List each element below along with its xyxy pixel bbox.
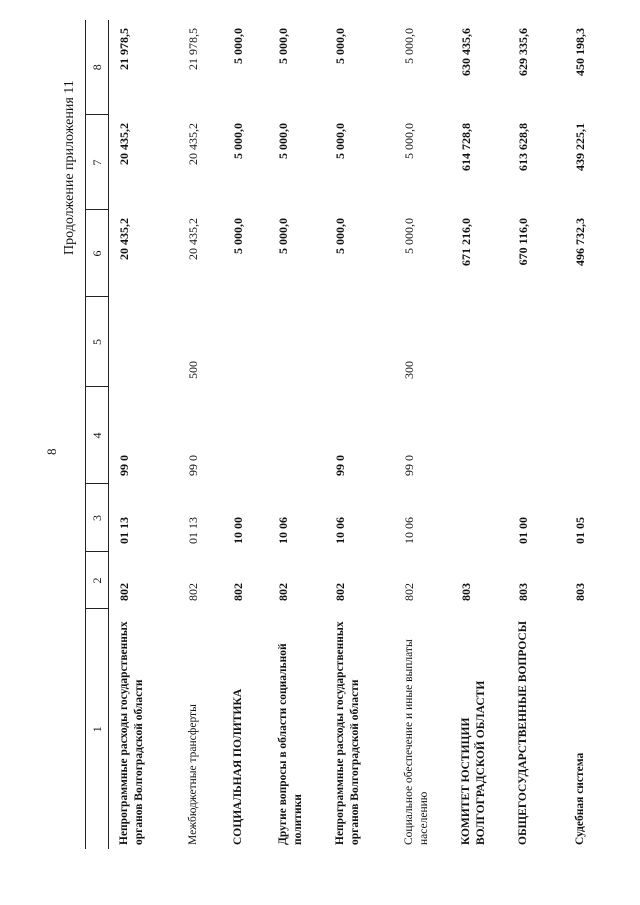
cell-c2: 802 <box>231 583 245 601</box>
cell-c7: 439 225,1 <box>573 123 587 171</box>
cell-c7: 5 000,0 <box>231 123 245 159</box>
col-header-3: 3 <box>86 484 109 552</box>
cell-c3: 10 06 <box>333 517 347 544</box>
cell-c2: 802 <box>186 583 200 601</box>
cell-c8: 5 000,0 <box>333 28 347 64</box>
cell-c3: 10 00 <box>231 517 245 544</box>
cell-c3: 01 00 <box>516 517 530 544</box>
cell-c8: 630 435,6 <box>459 28 473 76</box>
col-header-6: 6 <box>86 210 109 297</box>
table-row <box>565 20 607 849</box>
cell-c4: 99 0 <box>333 455 347 476</box>
row-name: СОЦИАЛЬНАЯ ПОЛИТИКА <box>232 688 244 845</box>
cell-c8: 5 000,0 <box>402 28 416 64</box>
cell-c4 <box>508 387 565 484</box>
col-header-5: 5 <box>86 297 109 387</box>
cell-c4: 99 0 <box>117 455 131 476</box>
row-name: Непрограммные расходы государственных органов Волгоградской области <box>334 621 361 845</box>
cell-c3: 01 13 <box>186 517 200 544</box>
table-row <box>109 20 179 849</box>
cell-c5 <box>508 297 565 387</box>
table-row <box>508 20 565 849</box>
row-name: Межбюджетные трансферты <box>187 704 199 845</box>
cell-c7: 5 000,0 <box>333 123 347 159</box>
table-row <box>451 20 508 849</box>
cell-c5 <box>268 297 325 387</box>
cell-c7: 5 000,0 <box>402 123 416 159</box>
cell-c3: 01 13 <box>117 517 131 544</box>
cell-c7: 613 628,8 <box>516 123 530 171</box>
col-header-2: 2 <box>86 552 109 609</box>
cell-c3: 10 06 <box>276 517 290 544</box>
cell-c6: 20 435,2 <box>186 218 200 260</box>
cell-c7: 614 728,8 <box>459 123 473 171</box>
cell-c5 <box>223 297 268 387</box>
cell-c6: 496 732,3 <box>573 218 587 266</box>
cell-c6: 20 435,2 <box>117 218 131 260</box>
table-row <box>325 20 394 849</box>
cell-c6: 5 000,0 <box>276 218 290 254</box>
row-name: Социальное обеспечение и иные выплаты населению <box>403 639 430 845</box>
cell-c4: 99 0 <box>186 455 200 476</box>
col-header-7: 7 <box>86 115 109 210</box>
row-name: Другие вопросы в области социальной политики <box>277 643 304 845</box>
cell-c4 <box>223 387 268 484</box>
cell-c8: 5 000,0 <box>231 28 245 64</box>
table-row <box>178 20 223 849</box>
cell-c6: 5 000,0 <box>231 218 245 254</box>
cell-c3: 10 06 <box>402 517 416 544</box>
cell-c2: 803 <box>573 583 587 601</box>
cell-c2: 803 <box>459 583 473 601</box>
cell-c4 <box>268 387 325 484</box>
cell-c5: 500 <box>186 361 200 379</box>
cell-c7: 20 435,2 <box>117 123 131 165</box>
col-header-8: 8 <box>86 20 109 115</box>
col-header-4: 4 <box>86 387 109 484</box>
cell-c6: 671 216,0 <box>459 218 473 266</box>
cell-c6: 5 000,0 <box>402 218 416 254</box>
page-number: 8 <box>44 448 59 455</box>
cell-c2: 802 <box>117 583 131 601</box>
row-name: КОМИТЕТ ЮСТИЦИИ ВОЛГОГРАДСКОЙ ОБЛАСТИ <box>460 680 487 845</box>
table-row <box>268 20 325 849</box>
table-row <box>394 20 451 849</box>
cell-c2: 803 <box>516 583 530 601</box>
cell-c3: 01 05 <box>573 517 587 544</box>
col-header-1: 1 <box>86 609 109 849</box>
cell-c5 <box>109 297 179 387</box>
cell-c8: 21 978,5 <box>117 28 131 70</box>
cell-c2: 802 <box>276 583 290 601</box>
cell-c2: 802 <box>402 583 416 601</box>
cell-c7: 5 000,0 <box>276 123 290 159</box>
budget-table <box>85 20 607 849</box>
cell-c8: 5 000,0 <box>276 28 290 64</box>
cell-c4: 99 0 <box>402 455 416 476</box>
cell-c3 <box>451 484 508 552</box>
cell-c5 <box>451 297 508 387</box>
header-row <box>86 20 109 849</box>
row-name: Судебная система <box>574 752 586 845</box>
cell-c4 <box>565 387 607 484</box>
page-subtitle: Продолжение приложения 11 <box>62 80 77 255</box>
cell-c5: 300 <box>402 361 416 379</box>
cell-c5 <box>325 297 394 387</box>
row-name: Непрограммные расходы государственных органов Волгоградской области <box>118 621 145 845</box>
cell-c8: 21 978,5 <box>186 28 200 70</box>
cell-c8: 450 198,3 <box>573 28 587 76</box>
row-name: ОБЩЕГОСУДАРСТВЕННЫЕ ВОПРОСЫ <box>517 620 529 845</box>
cell-c8: 629 335,6 <box>516 28 530 76</box>
cell-c4 <box>451 387 508 484</box>
cell-c7: 20 435,2 <box>186 123 200 165</box>
cell-c5 <box>565 297 607 387</box>
table-row <box>223 20 268 849</box>
cell-c2: 802 <box>333 583 347 601</box>
table-body <box>109 20 608 849</box>
cell-c6: 5 000,0 <box>333 218 347 254</box>
cell-c6: 670 116,0 <box>516 218 530 266</box>
